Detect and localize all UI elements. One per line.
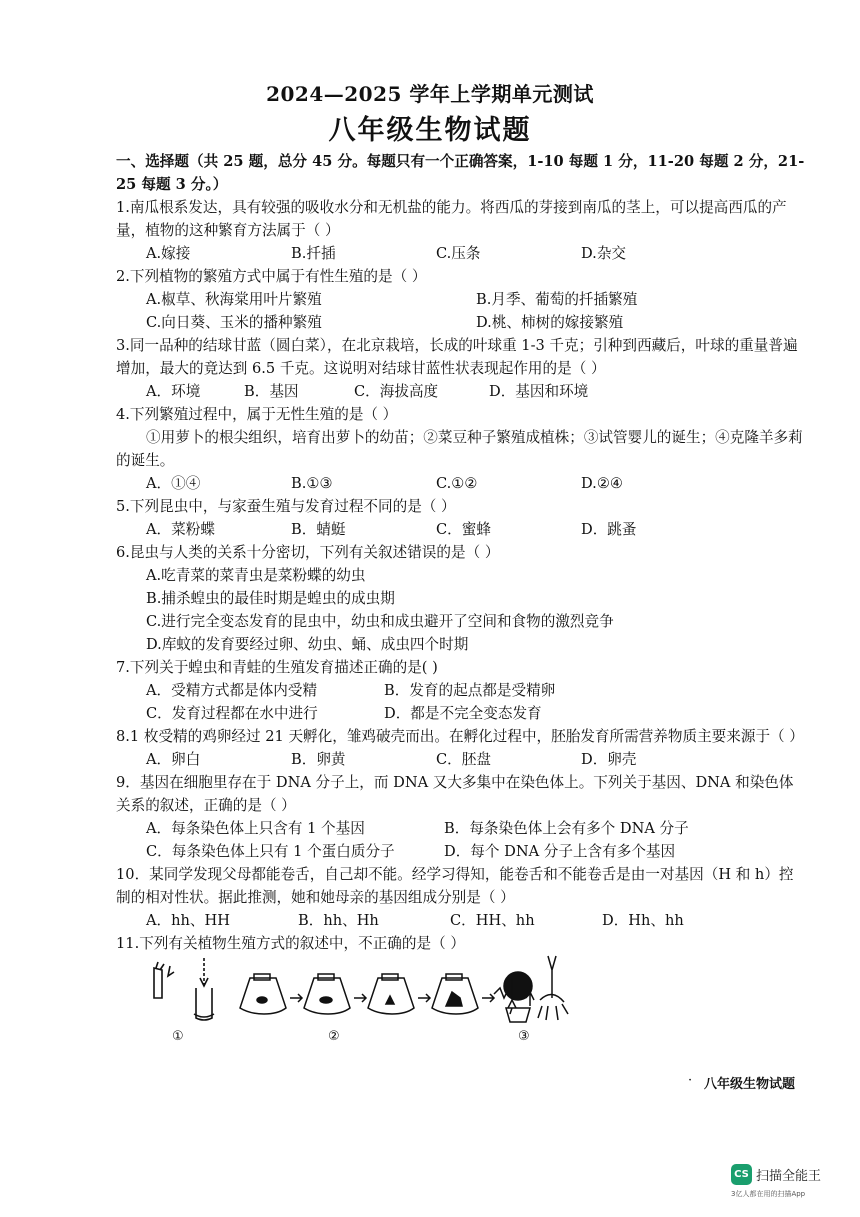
section-heading: 一、选择题（共 25 题，总分 45 分。每题只有一个正确答案，1-10 每题 1 分，11-20 每题 2 分，21-25 每题 3 分。） (116, 153, 805, 193)
figure-label-1: ① (172, 1029, 184, 1044)
question-9-options-row1 (116, 817, 806, 840)
exam-title: 2024—2025 学年上学期单元测试 (266, 82, 594, 106)
option-b: B.月季、葡萄的扦插繁殖 (476, 291, 638, 308)
question-2-options-row1 (116, 288, 806, 311)
question-8-options (116, 748, 806, 771)
question-2-options-row2 (116, 311, 806, 334)
question-7-stem: 7.下列关于蝗虫和青蛙的生殖发育描述正确的是( ) (116, 659, 438, 676)
question-9-options-row2 (116, 840, 806, 863)
option-d: D.库蚊的发育要经过卵、幼虫、蛹、成虫四个时期 (146, 636, 469, 653)
option-a: A．受精方式都是体内受精 (146, 682, 318, 699)
question-7-options-row1 (116, 679, 806, 702)
option-b: B．hh、Hh (298, 912, 379, 929)
option-d: D．都是不完全变态发育 (384, 705, 542, 722)
option-c: C．HH、hh (450, 912, 535, 929)
question-5-options (116, 518, 806, 541)
question-1-stem: 1.南瓜根系发达，具有较强的吸收水分和无机盐的能力。将西瓜的芽接到南瓜的茎上，可以提高西瓜的产量，植物的这种繁育方法属于（ ） (116, 199, 787, 239)
option-b: B．卵黄 (291, 751, 346, 768)
option-a: A．卵白 (146, 751, 201, 768)
question-9-stem: 9．基因在细胞里存在于 DNA 分子上，而 DNA 又大多集中在染色体上。下列关于基因、DNA 和染色体关系的叙述，正确的是（ ） (116, 774, 794, 814)
option-a: A.嫁接 (146, 245, 191, 262)
page-footer: 八年级生物试题 (704, 1077, 796, 1092)
option-b: B．发育的起点都是受精卵 (384, 682, 556, 699)
option-d: D．卵壳 (581, 751, 637, 768)
option-a: A．菜粉蝶 (146, 521, 215, 538)
option-c: C.向日葵、玉米的播种繁殖 (146, 314, 322, 331)
option-a: A.椒草、秋海棠用叶片繁殖 (146, 291, 322, 308)
option-d: D．每个 DNA 分子上含有多个基因 (444, 843, 676, 860)
option-c: C．发育过程都在水中进行 (146, 705, 318, 722)
exam-content (116, 150, 806, 955)
question-2-stem: 2.下列植物的繁殖方式中属于有性生殖的是（ ） (116, 268, 427, 285)
watermark-name: 扫描全能王 (756, 1169, 822, 1184)
option-c: C.压条 (436, 245, 481, 262)
scanner-watermark (731, 1162, 831, 1202)
question-10-options (116, 909, 806, 932)
option-c: C．蜜蜂 (436, 521, 491, 538)
option-d: D．跳蚤 (581, 521, 637, 538)
option-a: A．环境 (146, 383, 201, 400)
question-3-options (116, 380, 806, 403)
option-c: C．海拔高度 (354, 383, 439, 400)
option-b: B.扦插 (291, 245, 336, 262)
question-8-stem: 8.1 枚受精的鸡卵经过 21 天孵化，雏鸡破壳而出。在孵化过程中，胚胎发育所需营养物质主要来源于（ ） (116, 728, 804, 745)
question-4-items: ①用萝卜的根尖组织，培育出萝卜的幼苗；②菜豆种子繁殖成植株；③试管婴儿的诞生；④克隆羊多莉的诞生。 (116, 429, 803, 469)
exam-subtitle: 八年级生物试题 (328, 115, 532, 146)
option-c: C.进行完全变态发育的昆虫中，幼虫和成虫避开了空间和食物的激烈竞争 (146, 613, 614, 630)
tissue-culture-illustration (240, 972, 532, 1022)
layering-illustration (490, 948, 590, 1048)
grafting-illustration (154, 958, 214, 1020)
question-4-options (116, 472, 806, 495)
camscanner-logo-icon: CS (731, 1164, 752, 1185)
option-a: A．每条染色体上只含有 1 个基因 (146, 820, 365, 837)
watermark-tagline: 3亿人都在用的扫描App (731, 1190, 806, 1198)
option-b: B．基因 (244, 383, 299, 400)
option-b: B.①③ (291, 475, 333, 492)
option-a: A．①④ (146, 475, 201, 492)
option-d: D．Hh、hh (602, 912, 684, 929)
footer-dot: · (688, 1073, 693, 1088)
question-7-options-row2 (116, 702, 806, 725)
question-10-stem: 10．某同学发现父母都能卷舌，自己却不能。经学习得知，能卷舌和不能卷舌是由一对基因（H 和 h）控制的相对性状。据此推测，她和她母亲的基因组成分别是（ ） (116, 866, 794, 906)
option-b: B．蜻蜓 (291, 521, 346, 538)
figure-label-3: ③ (518, 1029, 530, 1044)
option-c: C.①② (436, 475, 478, 492)
question-5-stem: 5.下列昆虫中，与家蚕生殖与发育过程不同的是（ ） (116, 498, 456, 515)
option-d: D.杂交 (581, 245, 627, 262)
option-b: B．每条染色体上会有多个 DNA 分子 (444, 820, 689, 837)
question-6-stem: 6.昆虫与人类的关系十分密切，下列有关叙述错误的是（ ） (116, 544, 500, 561)
figure-label-2: ② (328, 1029, 340, 1044)
option-d: D．基因和环境 (489, 383, 589, 400)
question-1-options (116, 242, 806, 265)
option-c: C．每条染色体上只有 1 个蛋白质分子 (146, 843, 395, 860)
question-3-stem: 3.同一品种的结球甘蓝（圆白菜），在北京栽培，长成的叶球重 1-3 千克；引种到西藏后，叶球的重量普遍增加，最大的竟达到 6.5 千克。这说明对结球甘蓝性状表现起作用的是（ ） (116, 337, 798, 377)
question-11-stem: 11.下列有关植物生殖方式的叙述中，不正确的是（ ） (116, 935, 465, 952)
option-a: A.吃青菜的菜青虫是菜粉蝶的幼虫 (146, 567, 366, 584)
option-a: A．hh、HH (146, 912, 230, 929)
option-d: D.②④ (581, 475, 623, 492)
option-c: C．胚盘 (436, 751, 491, 768)
option-b: B.捕杀蝗虫的最佳时期是蝗虫的成虫期 (146, 590, 395, 607)
question-4-stem: 4.下列繁殖过程中，属于无性生殖的是（ ） (116, 406, 398, 423)
option-d: D.桃、柿树的嫁接繁殖 (476, 314, 624, 331)
